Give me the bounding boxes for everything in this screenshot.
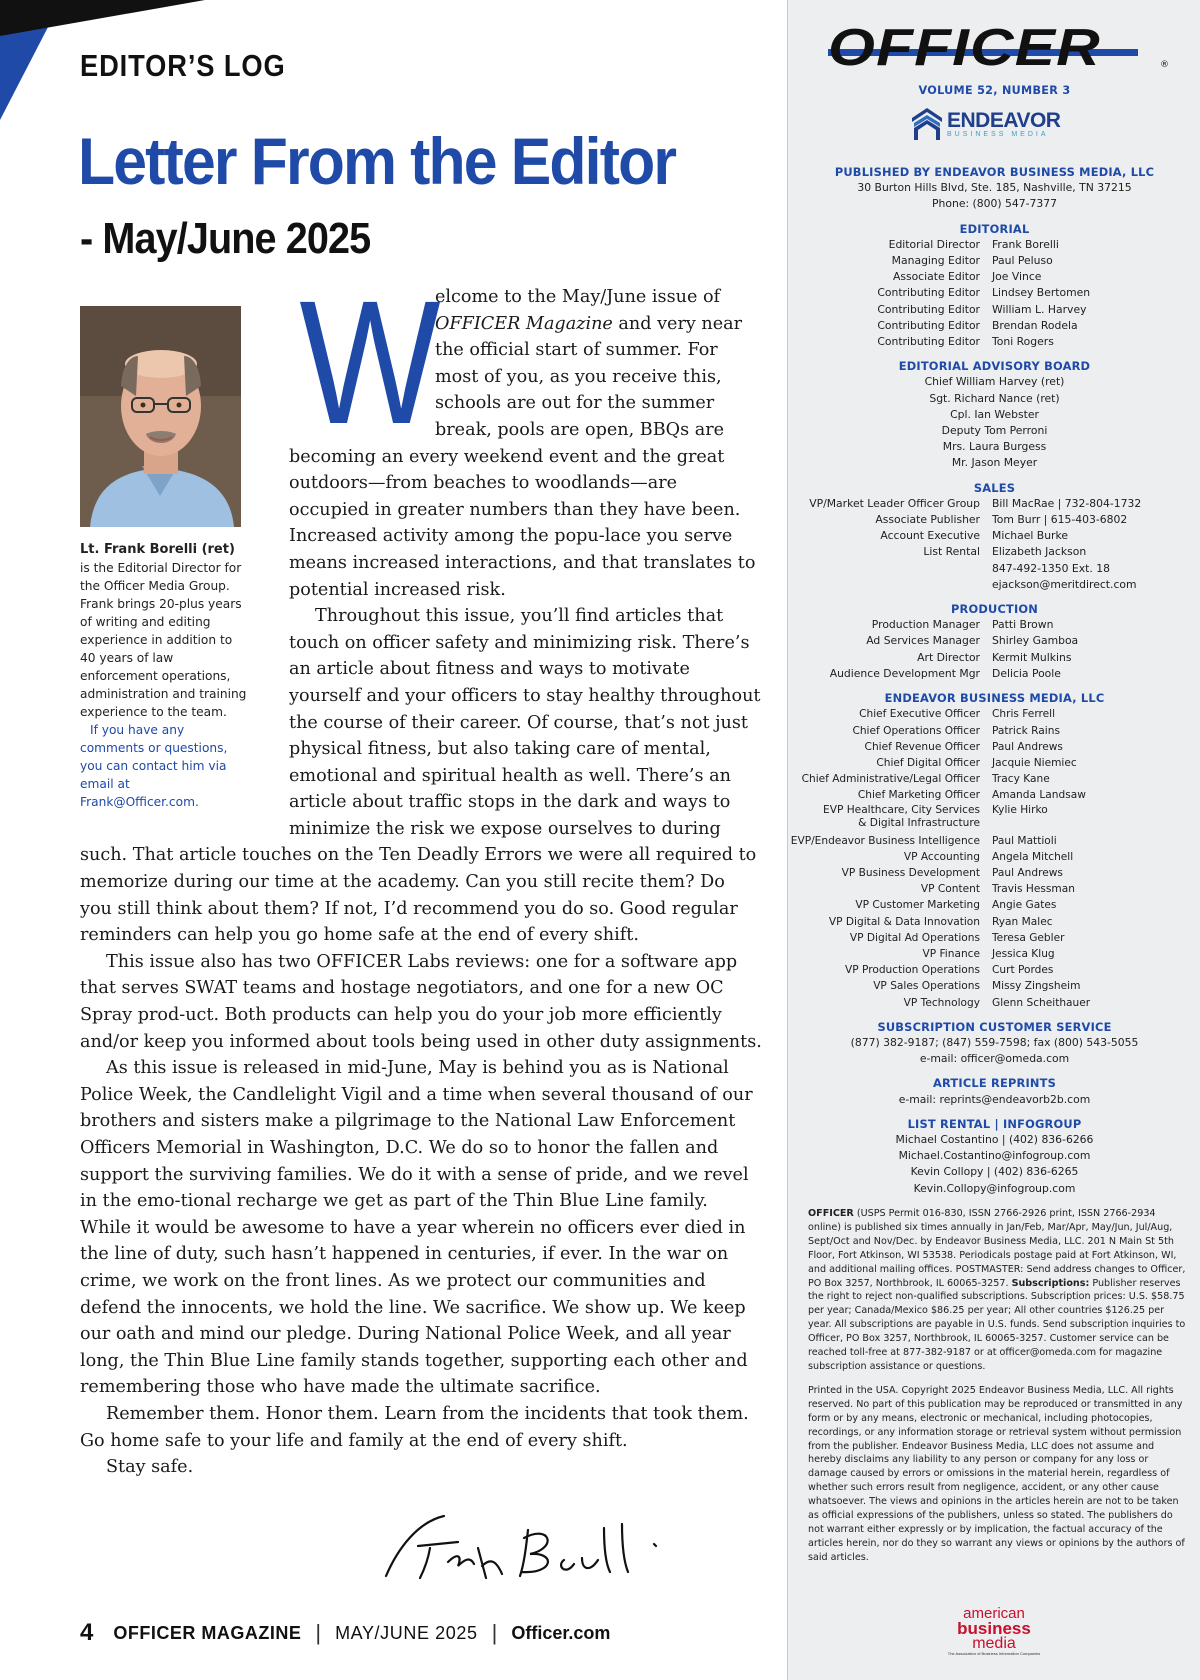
staff-row: VP Business Development Paul Andrews — [841, 866, 1063, 879]
staff-row: VP Sales Operations Missy Zingsheim — [873, 980, 1081, 993]
footer-site-link[interactable]: Officer.com — [511, 1622, 611, 1643]
corner-accent-dark — [0, 0, 205, 36]
staff-row: 847-492-1350 Ext. 18 — [992, 561, 1110, 575]
staff-row: Production Manager Patti Brown — [871, 618, 1054, 632]
staff-row: Contributing Editor Toni Rogers — [877, 335, 1054, 349]
endeavor-logo-icon — [910, 106, 944, 142]
advisory-member: Mr. Jason Meyer — [951, 456, 1038, 470]
staff-row: Contributing Editor William L. Harvey — [877, 302, 1087, 316]
advisory-member: Chief William Harvey (ret) — [924, 375, 1065, 389]
signature — [378, 1508, 678, 1588]
footer-magazine: OFFICER MAGAZINE — [113, 1622, 302, 1643]
staff-row: EVP/Endeavor Business Intelligence Paul Mattioli — [790, 834, 1057, 847]
aba-logo: american business media The Association of Business Information Companies — [947, 1605, 1041, 1656]
masthead — [788, 164, 1200, 1197]
advisory-member: Deputy Tom Perroni — [941, 424, 1048, 438]
legal-paragraph-2: Printed in the USA. Copyright 2025 Endeavor Business Media, LLC. All rights reserved. No part of this publication may be reproduced or transmitted in any form or by any means, electronic or mechanical, including photocopies, recordings, or any information storage or retrieval system without permission from the publisher. Endeavor Business Media, LLC does not assume and hereby disclaims any liability to any person or company for any loss or damage caused by errors or omissions in the material herein, regardless of whether such errors result from negligence, accident, or any other cause whatsoever. The views and opinions in the articles herein are not to be taken as official expressions of the publishers, unless so stated. The publishers do not warrant either expressly or by implication, the factual accuracy of the articles herein, nor do they so warrant any views or opinions by the authors of said articles. — [808, 1384, 1185, 1563]
p1-intro: elcome to the May/June issue of — [435, 287, 721, 307]
staff-row: VP/Market Leader Officer Group Bill MacRae | 732-804-1732 — [809, 496, 1142, 510]
p1-magazine: OFFICER Magazine — [435, 313, 613, 334]
volume-number: VOLUME 52, NUMBER 3 — [918, 84, 1071, 97]
masthead-sidebar — [787, 0, 1200, 1680]
ebm-heading: ENDEAVOR BUSINESS MEDIA, LLC — [884, 691, 1105, 706]
production-heading: PRODUCTION — [950, 602, 1039, 617]
article-body — [80, 265, 762, 1481]
staff-row: Ad Services Manager Shirley Gamboa — [866, 634, 1079, 648]
endeavor-name: ENDEAVOR — [947, 108, 1061, 132]
subscription-email[interactable]: e-mail: officer@omeda.com — [919, 1052, 1070, 1066]
footer-issue: MAY/JUNE 2025 — [335, 1622, 478, 1643]
staff-row: ejackson@meritdirect.com — [992, 577, 1137, 591]
list-rental-line: Kevin Collopy | (402) 836-6265 — [910, 1165, 1079, 1179]
staff-row: Audience Development Mgr Delicia Poole — [829, 666, 1061, 680]
staff-row: VP Digital Ad Operations Teresa Gebler — [849, 931, 1065, 944]
editorial-heading: EDITORIAL — [959, 221, 1030, 236]
article-paragraph-3: This issue also has two OFFICER Labs reviews: one for a software app that serves SWAT teams and hostage negotiators, and one for a new OC Spray prod-uct. Both products can help you do your job more efficiently and/or keep you informed about tools being used in other duty assignments. — [80, 951, 762, 1052]
drop-cap: W — [299, 265, 441, 461]
article-paragraph-4: As this issue is released in mid-June, May is behind you as is National Police Week, the Candlelight Vigil and a time when several thousand of our brothers and sisters make a pilgrimage to the National Law Enforcement Officers Memorial in Washington, D.C. We do so to honor the fallen and support the surviving families. We do it with a sense of pride, and we revel in the emo-tional recharge we get as part of the Thin Blue Line family. While it would be awesome to have a year wherein no officers ever died in the line of duty, such hasn’t happened in centuries, if ever. In the war on crime, we work on the front lines. As we protect our communities and defend the innocents, we hold the line. We sacrifice. We show up. We keep our oath and mind our pledge. During National Police Week, and all year long, the Thin Blue Line family stands together, supporting each other and remembering those who have made the ultimate sacrifice. — [80, 1058, 753, 1398]
page-number: 4 — [80, 1619, 94, 1646]
publisher-address: 30 Burton Hills Blvd, Ste. 185, Nashville, TN 37215 — [857, 181, 1132, 195]
staff-row: VP Customer Marketing Angie Gates — [855, 899, 1057, 912]
page-footer — [80, 1619, 610, 1647]
advisory-member: Mrs. Laura Burgess — [942, 440, 1047, 454]
legal-paragraph-1: OFFICER (USPS Permit 016-830, ISSN 2766-2926 print, ISSN 2766-2934 online) is published six times annually in Jan/Feb, Mar/Apr, May/Jun, Jul/Aug, Sept/Oct and Nov/Dec. by Endeavor Business Media, LLC. 201 N Main St 5th Floor, Fort Atkinson, WI 53538. Periodicals postage paid at Fort Atkinson, WI, and additional mailing offices. POSTMASTER: Send address changes to Officer, PO Box 3257, Northbrook, IL 60065-3257. Subscriptions: Publisher reserves the right to reject non-qualified subscriptions. Subscription prices: U.S. $58.75 per year; Canada/Mexico $86.25 per year; All other countries $126.25 per year. All subscriptions are payable in U.S. funds. Send subscription inquiries to Officer, PO Box 3257, Northbrook, IL 60065-3257. Customer service can be reached toll-free at 877-382-9187 or at officer@omeda.com for magazine subscription assistance or questions. — [808, 1208, 1186, 1372]
endeavor-logo — [910, 106, 1060, 142]
page-title: Letter From the Editor — [78, 124, 676, 198]
staff-row: Chief Digital Officer Jacquie Niemiec — [876, 756, 1077, 769]
author-bio-text: is the Editorial Director for the Officer Media Group. Frank brings 20-plus years of writing and editing experience in addition to 40 years of law enforcement operations, administration and training experience to the team. — [80, 561, 247, 719]
publisher-heading: PUBLISHED BY ENDEAVOR BUSINESS MEDIA, LLC — [834, 165, 1155, 179]
registered-mark: ® — [1160, 60, 1169, 70]
legal-notice — [808, 1207, 1190, 1565]
staff-row: Associate Editor Joe Vince — [892, 270, 1042, 284]
staff-row: Chief Executive Officer Chris Ferrell — [859, 708, 1056, 721]
staff-row: Associate Publisher Tom Burr | 615-403-6802 — [875, 513, 1128, 527]
sales-heading: SALES — [973, 480, 1016, 495]
author-contact[interactable]: If you have any comments or questions, you can contact him via email at Frank@Officer.com. — [80, 723, 228, 809]
p1-rest: and very near the official start of summer. For most of you, as you receive this, schools are out for the summer break, pools are open, BBQs are becoming an every weekend event and the great outdoors—from beaches to woodlands—are occupied in greater numbers than they have been. Increased activity among the popu-lace you serve means increased interactions, and that translates to potential increased risk. — [289, 313, 756, 600]
staff-row: EVP Healthcare, City Services Kylie Hirko — [823, 803, 1048, 816]
list-rental-line: Michael Costantino | (402) 836-6266 — [895, 1132, 1094, 1146]
staff-row: Contributing Editor Brendan Rodela — [877, 318, 1078, 332]
author-name: Lt. Frank Borelli (ret) — [80, 542, 235, 557]
staff-row: & Digital Infrastructure — [858, 816, 980, 829]
staff-row: VP Accounting Angela Mitchell — [903, 850, 1074, 863]
article-closing: Stay safe. — [106, 1457, 194, 1478]
reprints-email[interactable]: e-mail: reprints@endeavorb2b.com — [898, 1092, 1091, 1106]
staff-row: List Rental Elizabeth Jackson — [923, 545, 1087, 559]
article-paragraph-2: Throughout this issue, you’ll find articles that touch on officer safety and minimizing risk. There’s an article about fitness and ways to motivate yourself and your officers to stay healthy throughout the course of their career. Of course, that’s not just physical fitness, but also taking care of mental, emotional and spiritual health as well. There’s an article about traffic stops in the dark and ways to minimize the risk we expose ourselves to during such. That article touches on the Ten Deadly Errors we were all required to memorize during our time at the academy. Can you still recite them? Do you still think about them? If not, I’d recommend you do so. Good regular reminders can help you go home safe at the end of every shift. — [80, 606, 761, 946]
list-rental-line[interactable]: Michael.Costantino@infogroup.com — [898, 1149, 1091, 1163]
staff-row: Account Executive Michael Burke — [880, 529, 1068, 543]
staff-row: Managing Editor Paul Peluso — [891, 254, 1053, 268]
page-subtitle: - May/June 2025 — [80, 214, 371, 263]
staff-row: Chief Revenue Officer Paul Andrews — [864, 740, 1063, 753]
staff-row: VP Technology Glenn Scheithauer — [903, 996, 1091, 1009]
staff-row: VP Production Operations Curt Pordes — [845, 964, 1054, 977]
staff-row: VP Content Travis Hessman — [920, 883, 1075, 896]
signature-image — [378, 1508, 678, 1588]
endeavor-subname: BUSINESS MEDIA — [947, 130, 1049, 138]
advisory-member: Cpl. Ian Webster — [950, 407, 1039, 421]
list-rental-heading: LIST RENTAL | INFOGROUP — [907, 1116, 1082, 1131]
reprints-heading: ARTICLE REPRINTS — [932, 1076, 1057, 1091]
list-rental-line[interactable]: Kevin.Collopy@infogroup.com — [913, 1181, 1076, 1195]
staff-row: Art Director Kermit Mulkins — [917, 650, 1072, 664]
advisory-member: Sgt. Richard Nance (ret) — [929, 391, 1060, 405]
staff-row: Chief Operations Officer Patrick Rains — [852, 724, 1060, 737]
subscription-heading: SUBSCRIPTION CUSTOMER SERVICE — [877, 1019, 1112, 1034]
footer-divider: | — [491, 1620, 498, 1645]
photo-column-spacer — [80, 284, 289, 835]
subscription-phones: (877) 382-9187; (847) 559-7598; fax (800) 543-5055 — [850, 1035, 1139, 1049]
staff-row: VP Finance Jessica Klug — [922, 947, 1055, 960]
article-paragraph-5: Remember them. Honor them. Learn from the incidents that took them. Go home safe to your life and family at the end of every shift. — [80, 1403, 749, 1451]
footer-divider: | — [315, 1620, 322, 1645]
advisory-heading: EDITORIAL ADVISORY BOARD — [898, 359, 1091, 374]
publisher-phone: Phone: (800) 547-7377 — [932, 197, 1057, 211]
section-label: EDITOR’S LOG — [80, 48, 286, 83]
staff-row: Editorial Director Frank Borelli — [888, 237, 1059, 251]
staff-row: Chief Administrative/Legal Officer Tracy Kane — [801, 773, 1050, 786]
staff-row: VP Digital & Data Innovation Ryan Malec — [828, 915, 1053, 928]
staff-row: Contributing Editor Lindsey Bertomen — [877, 286, 1091, 300]
staff-row: Chief Marketing Officer Amanda Landsaw — [857, 789, 1086, 802]
officer-logo: OFFICER — [828, 19, 1101, 77]
